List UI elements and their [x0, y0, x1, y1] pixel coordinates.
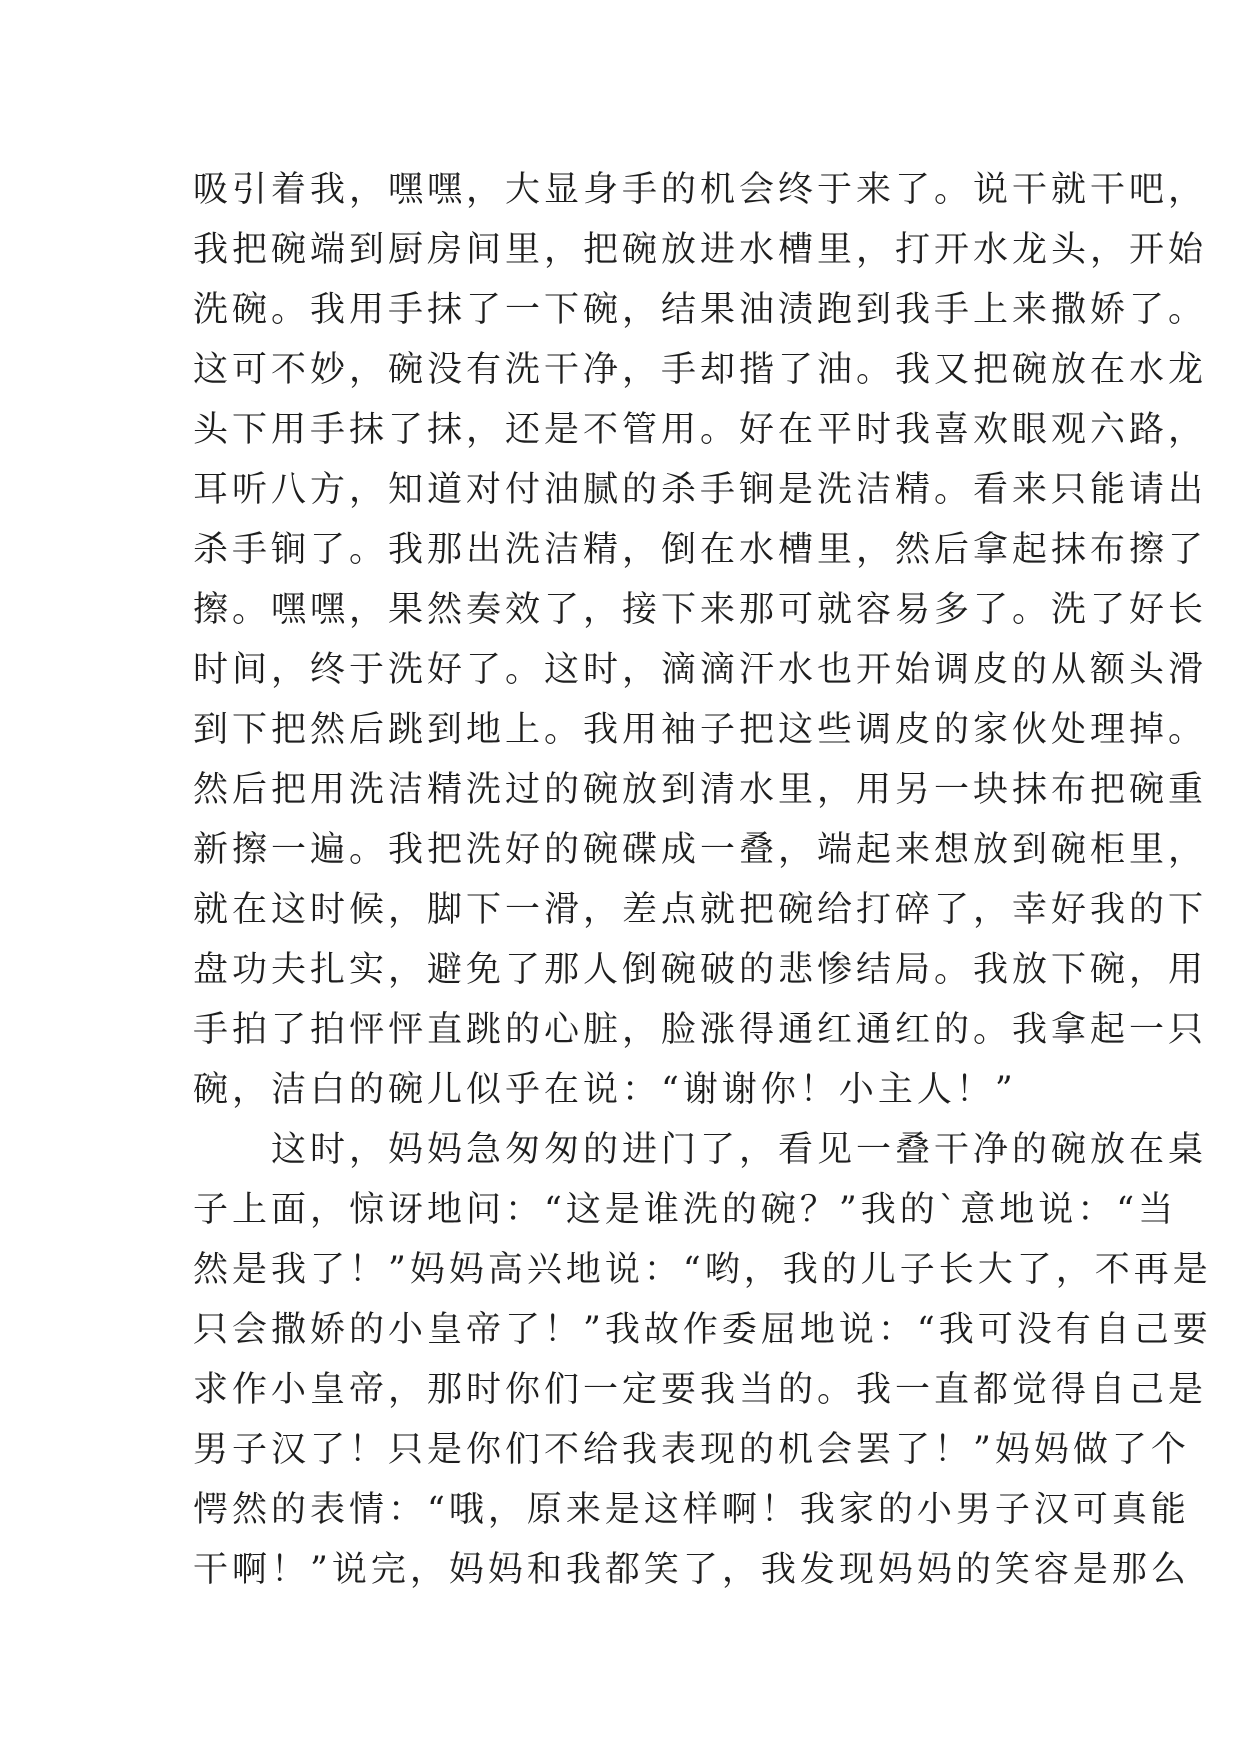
text-line: 我把碗端到厨房间里，把碗放进水槽里，打开水龙头，开始: [193, 230, 1208, 270]
text-line: 然后把用洗洁精洗过的碗放到清水里，用另一块抹布把碗重: [193, 770, 1208, 810]
text-line: 干啊！”说完，妈妈和我都笑了，我发现妈妈的笑容是那么: [193, 1550, 1190, 1590]
text-line: 只会撒娇的小皇帝了！”我故作委屈地说：“我可没有自己要: [193, 1310, 1212, 1350]
text-line: 杀手锏了。我那出洗洁精，倒在水槽里，然后拿起抹布擦了: [193, 530, 1208, 570]
text-line: 盘功夫扎实，避免了那人倒碗破的悲惨结局。我放下碗，用: [193, 950, 1208, 990]
text-line: 子上面，惊讶地问：“这是谁洗的碗？”我的`意地说：“当: [193, 1190, 1178, 1230]
text-line: 求作小皇帝，那时你们一定要我当的。我一直都觉得自己是: [193, 1370, 1208, 1410]
text-line: 手拍了拍怦怦直跳的心脏，脸涨得通红通红的。我拿起一只: [193, 1010, 1208, 1050]
text-line: 时间，终于洗好了。这时，滴滴汗水也开始调皮的从额头滑: [193, 650, 1208, 690]
body-text: [193, 160, 1212, 1600]
text-line: 男子汉了！只是你们不给我表现的机会罢了！”妈妈做了个: [193, 1430, 1190, 1470]
text-line: 吸引着我，嘿嘿，大显身手的机会终于来了。说干就干吧，: [193, 170, 1208, 210]
text-line: 头下用手抹了抹，还是不管用。好在平时我喜欢眼观六路，: [193, 410, 1208, 450]
text-line: 擦。嘿嘿，果然奏效了，接下来那可就容易多了。洗了好长: [193, 590, 1208, 630]
text-line: 然是我了！”妈妈高兴地说：“哟，我的儿子长大了，不再是: [193, 1250, 1212, 1290]
text-line: 愕然的表情：“哦，原来是这样啊！我家的小男子汉可真能: [193, 1490, 1190, 1530]
text-line: 这可不妙，碗没有洗干净，手却揩了油。我又把碗放在水龙: [193, 350, 1208, 390]
text-line: 洗碗。我用手抹了一下碗，结果油渍跑到我手上来撒娇了。: [193, 290, 1208, 330]
text-line: 耳听八方，知道对付油腻的杀手锏是洗洁精。看来只能请出: [193, 470, 1208, 510]
text-line: 就在这时候，脚下一滑，差点就把碗给打碎了，幸好我的下: [193, 890, 1208, 930]
text-line: 这时，妈妈急匆匆的进门了，看见一叠干净的碗放在桌: [193, 1130, 1208, 1170]
text-line: 新擦一遍。我把洗好的碗碟成一叠，端起来想放到碗柜里，: [193, 830, 1208, 870]
text-line: 到下把然后跳到地上。我用袖子把这些调皮的家伙处理掉。: [193, 710, 1208, 750]
text-line: 碗，洁白的碗儿似乎在说：“谢谢你！小主人！”: [193, 1070, 1017, 1110]
